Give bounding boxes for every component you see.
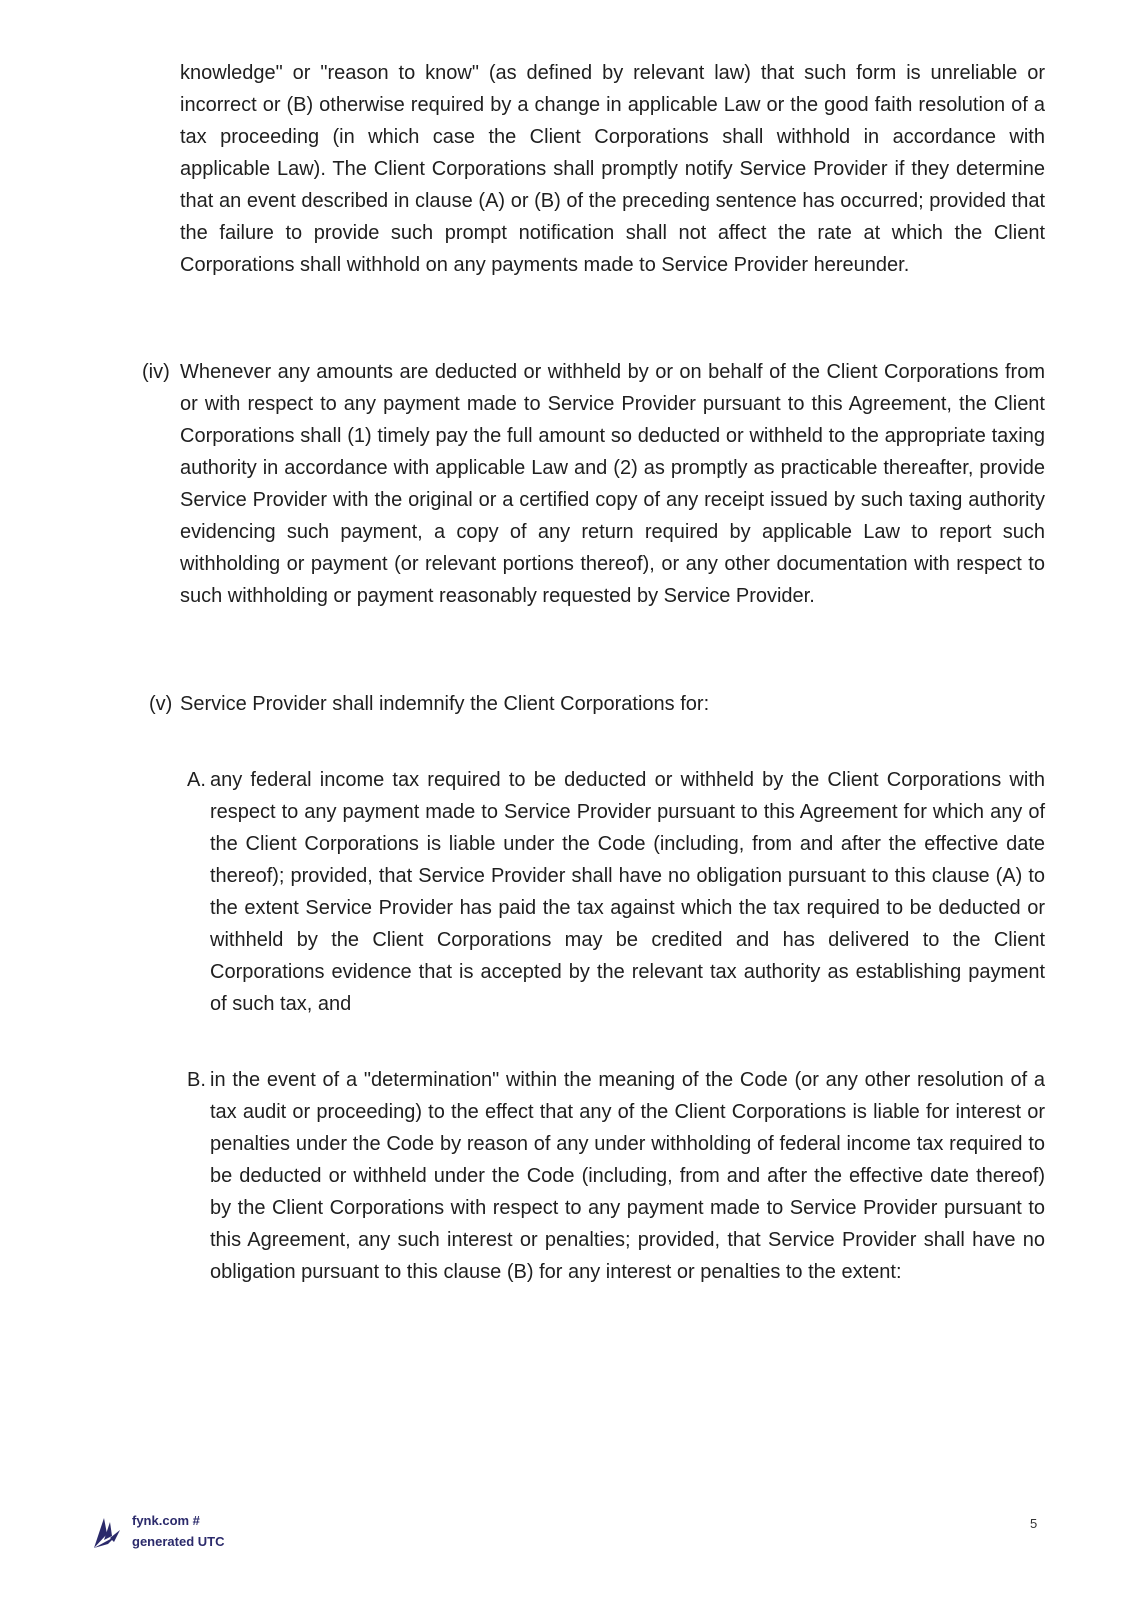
paragraph-item-iv: Whenever any amounts are deducted or withheld by or on behalf of the Client Corporations from or with respect to any payment made to Service Provider pursuant to this Agreement, the Client Corporations shall (1) timely pay the full amount so deducted or withheld to the appropriate taxing authority in accordance with applicable Law and (2) as promptly as practicable thereafter, provide Service Provider with the original or a certified copy of any receipt issued by such taxing authority evidencing such payment, a copy of any return required by applicable Law to report such withholding or payment (or relevant portions thereof), or any other documentation with respect to such withholding or payment reasonably requested by Service Provider.: [180, 361, 1045, 607]
subitem-marker-b: B.: [187, 1069, 206, 1091]
paragraph-subitem-b: in the event of a "determination" within the meaning of the Code (or any other resolution of a tax audit or proceeding) to the effect that any of the Client Corporations is liable for interest or penalties under the Code by reason of any under withholding of federal income tax required to be deducted or withheld under the Code (including, from and after the effective date thereof) by the Client Corporations with respect to any payment made to Service Provider pursuant to this Agreement, any such interest or penalties; provided, that Service Provider shall have no obligation pursuant to this clause (B) for any interest or penalties to the extent:: [210, 1069, 1045, 1283]
item-marker-v: (v): [149, 693, 173, 715]
page-number: 5: [1030, 1516, 1038, 1531]
paragraph-item-v: Service Provider shall indemnify the Client Corporations for:: [180, 693, 710, 715]
paragraph-subitem-a: any federal income tax required to be deducted or withheld by the Client Corporations with respect to any payment made to Service Provider pursuant to this Agreement for which any of the Client Corporations is liable under the Code (including, from and after the effective date thereof); provided, that Service Provider shall have no obligation pursuant to this clause (A) to the extent Service Provider has paid the tax against which the tax required to be deducted or withheld by the Client Corporations may be credited and has delivered to the Client Corporations evidence that is accepted by the relevant tax authority as establishing payment of such tax, and: [210, 769, 1045, 1015]
subitem-marker-a: A.: [187, 769, 206, 791]
paragraph-continuation: knowledge" or "reason to know" (as defined by relevant law) that such form is unreliable or incorrect or (B) otherwise required by a change in applicable Law or the good faith resolution of a tax proceeding (in which case the Client Corporations shall withhold in accordance with applicable Law). The Client Corporations shall promptly notify Service Provider if they determine that an event described in clause (A) or (B) of the preceding sentence has occurred; provided that the failure to provide such prompt notification shall not affect the rate at which the Client Corporations shall withhold on any payments made to Service Provider hereunder.: [180, 62, 1045, 276]
item-marker-iv: (iv): [142, 361, 170, 383]
footer-domain: fynk.com #: [132, 1513, 200, 1528]
footer-generated: generated UTC: [132, 1534, 225, 1549]
fynk-bird-logo-icon: [90, 1512, 130, 1552]
